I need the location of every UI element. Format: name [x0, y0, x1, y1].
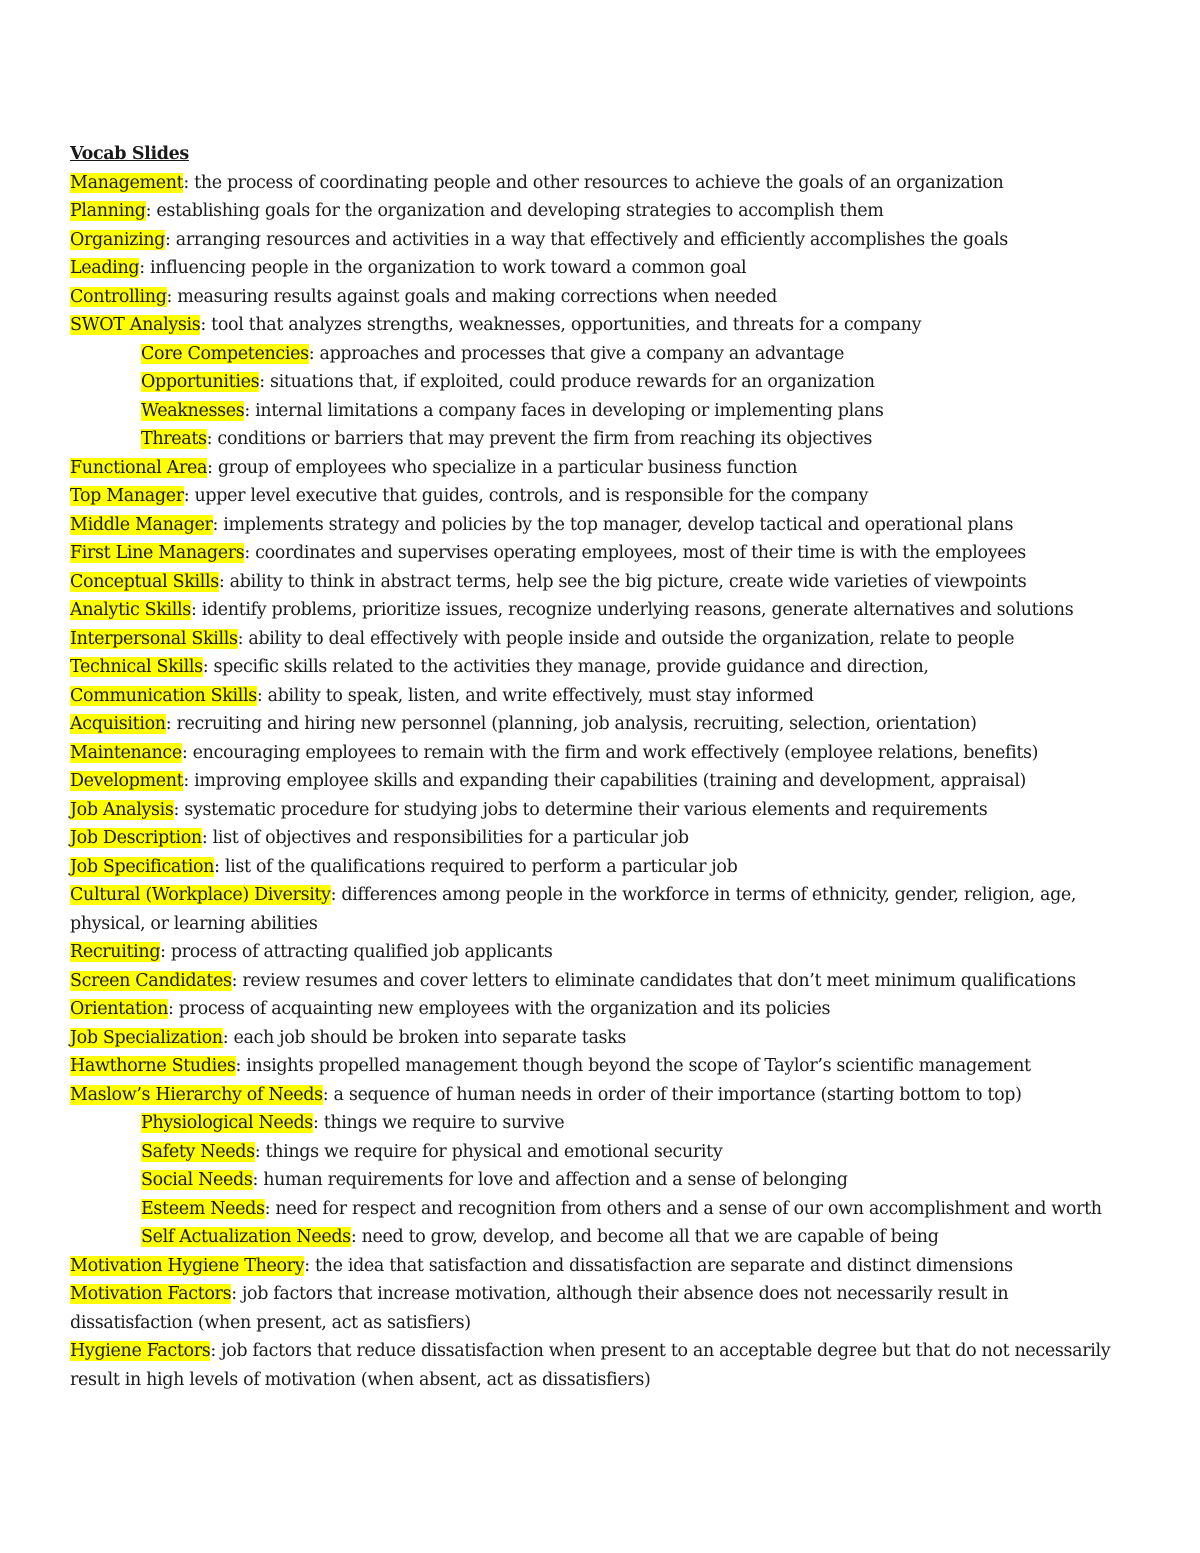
vocab-entry	[70, 739, 1120, 768]
vocab-definition: : coordinates and supervises operating employees, most of their time is with the employees	[244, 543, 1026, 563]
vocab-term: Top Manager	[70, 486, 184, 506]
vocab-entry	[70, 767, 1120, 796]
vocab-entry	[70, 596, 1120, 625]
vocab-list	[70, 169, 1120, 1395]
vocab-definition: : implements strategy and policies by the top manager, develop tactical and operational plans	[212, 514, 1014, 535]
vocab-definition: : identify problems, prioritize issues, recognize underlying reasons, generate alternatives and solutions	[190, 600, 1074, 620]
vocab-entry	[70, 625, 1120, 654]
vocab-definition: : the process of coordinating people and other resources to achieve the goals of an organization	[183, 172, 1004, 193]
vocab-entry	[70, 311, 1120, 340]
vocab-definition: : establishing goals for the organization and developing strategies to accomplish them	[145, 201, 884, 221]
vocab-term: Job Analysis	[70, 799, 174, 820]
vocab-entry	[70, 1280, 1120, 1337]
vocab-term: Communication Skills	[70, 685, 257, 706]
vocab-term: Threats	[141, 429, 207, 449]
vocab-entry	[70, 938, 1120, 967]
vocab-entry	[70, 226, 1120, 255]
vocab-term: Motivation Hygiene Theory	[70, 1255, 305, 1276]
vocab-term: Maintenance	[70, 742, 182, 763]
vocab-entry	[70, 568, 1120, 597]
vocab-definition: : group of employees who specialize in a particular business function	[207, 457, 798, 478]
vocab-subentry	[70, 1166, 1120, 1195]
vocab-subentry	[70, 340, 1120, 369]
vocab-entry	[70, 539, 1120, 568]
vocab-term: Job Specialization	[70, 1027, 223, 1048]
vocab-entry	[70, 682, 1120, 711]
vocab-entry	[70, 853, 1120, 882]
vocab-entry	[70, 967, 1120, 996]
vocab-subentry	[70, 1109, 1120, 1138]
vocab-definition: : job factors that increase motivation, although their absence does not necessarily result in dissatisfaction (when present, act as satisfiers)	[70, 1284, 1009, 1333]
vocab-subentry	[70, 1138, 1120, 1167]
vocab-definition: : improving employee skills and expanding their capabilities (training and development, appraisal)	[183, 771, 1026, 791]
vocab-term: Self Actualization Needs	[141, 1227, 351, 1247]
vocab-term: Interpersonal Skills	[70, 628, 238, 649]
vocab-entry	[70, 254, 1120, 283]
vocab-definition: : systematic procedure for studying jobs to determine their various elements and requirements	[173, 799, 988, 820]
vocab-term: Functional Area	[70, 457, 208, 478]
vocab-term: Conceptual Skills	[70, 571, 219, 592]
vocab-definition: : differences among people in the workforce in terms of ethnicity, gender, religion, age, physical, or learning abilities	[70, 885, 1077, 934]
vocab-definition: : influencing people in the organization to work toward a common goal	[139, 258, 747, 278]
vocab-definition: : things we require for physical and emotional security	[254, 1141, 723, 1162]
vocab-term: Safety Needs	[141, 1141, 255, 1162]
vocab-entry	[70, 881, 1120, 938]
vocab-term: Leading	[70, 258, 140, 278]
vocab-definition: : need to grow, develop, and become all that we are capable of being	[350, 1227, 939, 1247]
vocab-definition: : ability to deal effectively with people inside and outside the organization, relate to people	[237, 628, 1015, 649]
vocab-term: Controlling	[70, 286, 167, 307]
vocab-entry	[70, 995, 1120, 1024]
vocab-term: First Line Managers	[70, 543, 245, 563]
vocab-definition: : human requirements for love and affection and a sense of belonging	[252, 1170, 848, 1190]
vocab-term: Social Needs	[141, 1170, 253, 1190]
vocab-definition: : tool that analyzes strengths, weaknesses, opportunities, and threats for a company	[200, 315, 922, 335]
vocab-entry	[70, 1052, 1120, 1081]
vocab-entry	[70, 710, 1120, 739]
vocab-term: Development	[70, 771, 184, 791]
vocab-definition: : job factors that reduce dissatisfaction when present to an acceptable degree but that do not necessarily result in high levels of motivation (when absent, act as dissatisfiers)	[70, 1341, 1111, 1390]
vocab-definition: : situations that, if exploited, could produce rewards for an organization	[259, 372, 875, 392]
vocab-term: Esteem Needs	[141, 1198, 265, 1219]
vocab-definition: : list of the qualifications required to perform a particular job	[214, 856, 738, 877]
vocab-term: SWOT Analysis	[70, 315, 201, 335]
vocab-entry	[70, 1337, 1120, 1394]
vocab-definition: : upper level executive that guides, controls, and is responsible for the company	[183, 486, 869, 506]
vocab-entry	[70, 511, 1120, 540]
page-title: Vocab Slides	[70, 144, 189, 164]
vocab-subentry	[70, 397, 1120, 426]
vocab-subentry	[70, 368, 1120, 397]
vocab-term: Screen Candidates	[70, 970, 232, 991]
vocab-term: Analytic Skills	[70, 600, 191, 620]
vocab-entry	[70, 1252, 1120, 1281]
vocab-entry	[70, 1024, 1120, 1053]
vocab-term: Job Description	[70, 828, 202, 848]
vocab-term: Cultural (Workplace) Diversity	[70, 885, 331, 905]
vocab-definition: : recruiting and hiring new personnel (planning, job analysis, recruiting, selection, orientation)	[165, 714, 977, 734]
vocab-term: Hawthorne Studies	[70, 1056, 236, 1076]
vocab-definition: : conditions or barriers that may prevent the firm from reaching its objectives	[206, 429, 872, 449]
vocab-term: Maslow’s Hierarchy of Needs	[70, 1084, 323, 1105]
vocab-definition: : measuring results against goals and making corrections when needed	[166, 286, 777, 307]
vocab-definition: : each job should be broken into separate tasks	[222, 1027, 627, 1048]
vocab-definition: : ability to speak, listen, and write effectively, must stay informed	[256, 685, 814, 706]
vocab-definition: : process of acquainting new employees with the organization and its policies	[168, 999, 831, 1019]
vocab-entry	[70, 1081, 1120, 1110]
vocab-entry	[70, 796, 1120, 825]
vocab-term: Core Competencies	[141, 343, 309, 364]
vocab-entry	[70, 653, 1120, 682]
vocab-definition: : arranging resources and activities in a way that effectively and efficiently accomplishes the goals	[165, 229, 1008, 250]
vocab-definition: : a sequence of human needs in order of their importance (starting bottom to top)	[322, 1084, 1022, 1105]
vocab-term: Organizing	[70, 229, 166, 250]
vocab-entry	[70, 169, 1120, 198]
vocab-entry	[70, 824, 1120, 853]
vocab-subentry	[70, 1223, 1120, 1252]
vocab-definition: : process of attracting qualified job applicants	[160, 942, 553, 962]
vocab-term: Management	[70, 172, 184, 193]
vocab-term: Hygiene Factors	[70, 1341, 211, 1361]
vocab-entry	[70, 197, 1120, 226]
vocab-subentry	[70, 1195, 1120, 1224]
vocab-definition: : ability to think in abstract terms, help see the big picture, create wide varieties of viewpoints	[218, 571, 1027, 592]
vocab-definition: : specific skills related to the activities they manage, provide guidance and direction,	[202, 657, 929, 677]
vocab-term: Job Specification	[70, 856, 215, 877]
vocab-term: Recruiting	[70, 942, 161, 962]
vocab-definition: : things we require to survive	[312, 1113, 565, 1133]
vocab-term: Motivation Factors	[70, 1284, 232, 1304]
vocab-term: Weaknesses	[141, 400, 245, 421]
vocab-definition: : internal limitations a company faces in developing or implementing plans	[244, 400, 884, 421]
vocab-definition: : list of objectives and responsibilities for a particular job	[201, 828, 689, 848]
vocab-definition: : encouraging employees to remain with the firm and work effectively (employee relations, benefits)	[181, 742, 1039, 763]
vocab-term: Orientation	[70, 999, 168, 1019]
vocab-definition: : the idea that satisfaction and dissatisfaction are separate and distinct dimensions	[304, 1255, 1013, 1276]
vocab-term: Middle Manager	[70, 514, 213, 535]
vocab-term: Opportunities	[141, 372, 260, 392]
vocab-term: Planning	[70, 201, 146, 221]
vocab-definition: : approaches and processes that give a company an advantage	[308, 343, 845, 364]
vocab-definition: : need for respect and recognition from others and a sense of our own accomplishment and worth	[264, 1198, 1102, 1219]
vocab-term: Physiological Needs	[141, 1113, 313, 1133]
vocab-term: Acquisition	[70, 714, 166, 734]
vocab-subentry	[70, 425, 1120, 454]
vocab-entry	[70, 283, 1120, 312]
vocab-definition: : insights propelled management though beyond the scope of Taylor’s scientific management	[235, 1056, 1031, 1076]
vocab-definition: : review resumes and cover letters to eliminate candidates that don’t meet minimum qualifications	[231, 970, 1076, 991]
document-page	[70, 140, 1120, 1394]
vocab-entry	[70, 454, 1120, 483]
vocab-term: Technical Skills	[70, 657, 203, 677]
vocab-entry	[70, 482, 1120, 511]
